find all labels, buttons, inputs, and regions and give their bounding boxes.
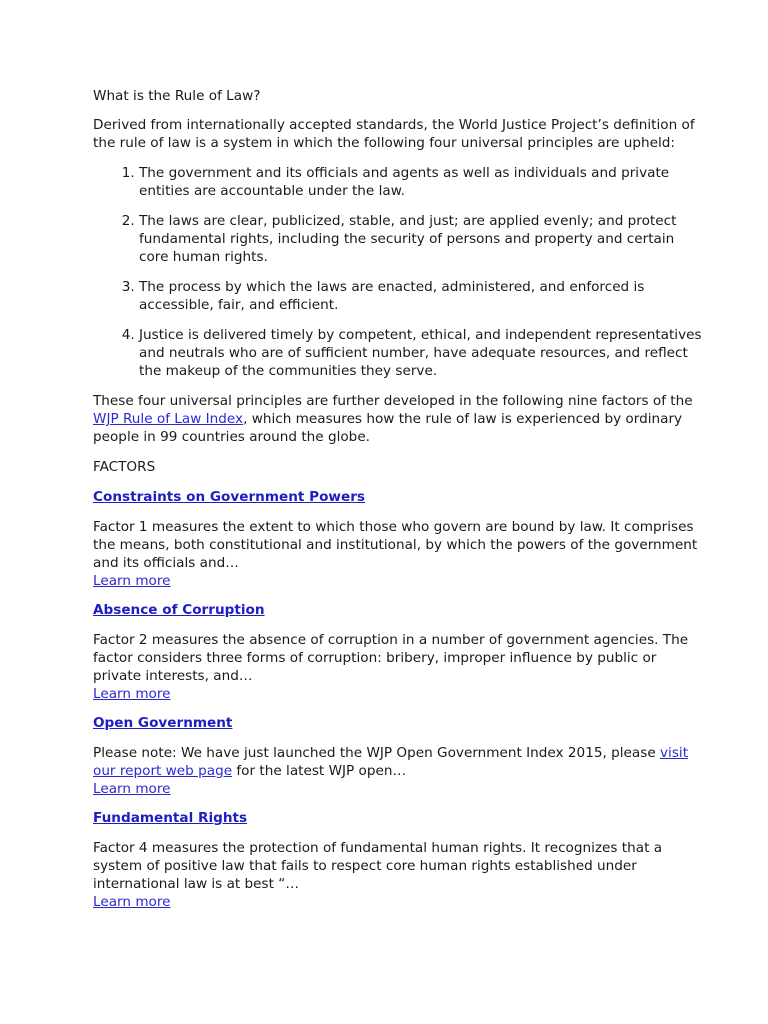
report-web-page-link[interactable]: visit our report web page bbox=[93, 745, 689, 779]
principles-list bbox=[93, 164, 708, 380]
summary-paragraph bbox=[93, 392, 708, 446]
factor-block bbox=[93, 809, 708, 911]
factor-title-link[interactable]: Constraints on Government Powers bbox=[93, 489, 365, 505]
factor-description-after: for the latest WJP open… bbox=[232, 763, 407, 779]
intro-paragraph: Derived from internationally accepted standards, the World Justice Project’s definition of the rule of law is a system in which the following four universal principles are upheld: bbox=[93, 117, 695, 151]
summary-text-before: These four universal principles are further developed in the following nine factors of the bbox=[93, 393, 693, 409]
principle-item: 2. The laws are clear, publicized, stable, and just; are applied evenly; and protect fundamental rights, including the security of persons and property and certain core human rights. bbox=[139, 212, 708, 266]
principle-item: 1. The government and its officials and agents as well as individuals and private entities are accountable under the law. bbox=[139, 164, 708, 200]
page-heading: What is the Rule of Law? bbox=[93, 88, 261, 104]
factor-description bbox=[93, 744, 708, 780]
factors-label: FACTORS bbox=[93, 459, 156, 475]
learn-more-link[interactable]: Learn more bbox=[93, 573, 171, 589]
factor-description: Factor 2 measures the absence of corruption in a number of government agencies. The factor considers three forms of corruption: bribery, improper influence by public or private interests, and… bbox=[93, 632, 689, 684]
principle-item: 4. Justice is delivered timely by competent, ethical, and independent representatives and neutrals who are of sufficient number, have adequate resources, and reflect the makeup of the communities they serve. bbox=[139, 326, 708, 380]
factor-title bbox=[93, 601, 708, 619]
learn-more-link[interactable]: Learn more bbox=[93, 894, 171, 910]
factor-block bbox=[93, 714, 708, 798]
factor-description: Factor 4 measures the protection of fundamental human rights. It recognizes that a system of positive law that fails to respect core human rights established under international law is at best “… bbox=[93, 840, 663, 892]
factor-description: Factor 1 measures the extent to which those who govern are bound by law. It comprises the means, both constitutional and institutional, by which the powers of the government and its officials and… bbox=[93, 519, 698, 571]
factor-description-before: Please note: We have just launched the WJP Open Government Index 2015, please bbox=[93, 745, 661, 761]
learn-more-link[interactable]: Learn more bbox=[93, 686, 171, 702]
wjp-index-link[interactable]: WJP Rule of Law Index bbox=[93, 411, 244, 427]
factor-title-link[interactable]: Absence of Corruption bbox=[93, 602, 265, 618]
factor-title bbox=[93, 714, 708, 732]
summary-text-after: , which measures how the rule of law is experienced by ordinary people in 99 countries around the globe. bbox=[93, 411, 683, 445]
principle-item: 3. The process by which the laws are enacted, administered, and enforced is accessible, fair, and efficient. bbox=[139, 278, 708, 314]
learn-more-link[interactable]: Learn more bbox=[93, 781, 171, 797]
factor-title-link[interactable]: Fundamental Rights bbox=[93, 810, 248, 826]
factor-block bbox=[93, 488, 708, 590]
factor-title bbox=[93, 809, 708, 827]
factor-block bbox=[93, 601, 708, 703]
factor-title-link[interactable]: Open Government bbox=[93, 715, 233, 731]
factor-title bbox=[93, 488, 708, 506]
